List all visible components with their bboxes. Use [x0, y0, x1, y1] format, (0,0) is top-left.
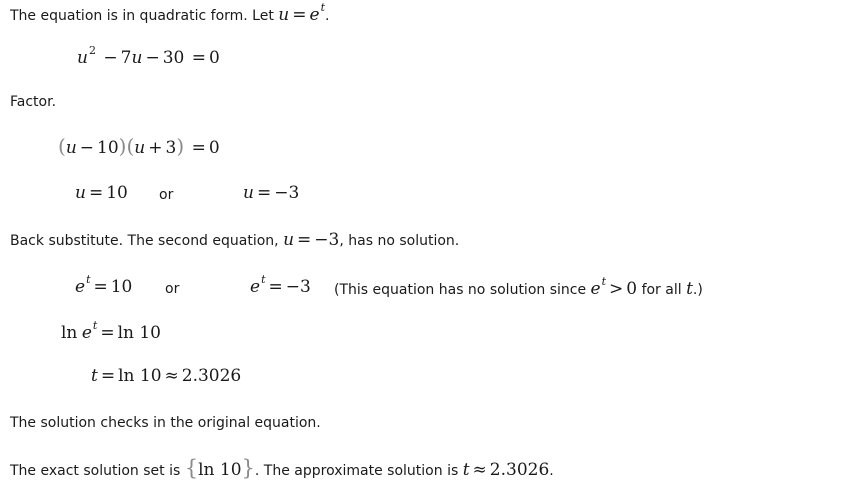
exp-equation-right — [250, 273, 311, 297]
const-3: 3 — [165, 138, 177, 158]
ln-10: ln 10 — [198, 460, 242, 480]
const-10: 10 — [97, 138, 119, 158]
or-label: or — [165, 281, 180, 297]
approx: ≈ — [164, 366, 179, 386]
equals: = — [191, 48, 207, 68]
approx-value: 2.3026 — [489, 460, 550, 480]
const-10: 10 — [110, 277, 133, 297]
equals: = — [191, 138, 206, 158]
equals: = — [100, 323, 115, 343]
var-u: u — [65, 138, 77, 158]
quadratic-equation — [77, 44, 220, 68]
period: . — [549, 463, 554, 479]
u-solutions-right — [243, 183, 299, 203]
var-u: u — [243, 183, 254, 203]
left-paren: ( — [58, 134, 66, 158]
var-t: t — [91, 366, 98, 386]
var-u: u — [77, 48, 88, 68]
zero: 0 — [208, 138, 220, 158]
var-t: t — [462, 460, 470, 480]
final-text: The exact solution set is — [10, 463, 181, 479]
left-paren: ( — [126, 134, 135, 158]
zero: 0 — [209, 48, 220, 68]
approx-value: 2.3026 — [181, 366, 242, 386]
exp-t: t — [601, 275, 607, 288]
var-e: e — [250, 277, 261, 297]
left-brace: { — [184, 456, 199, 480]
exponent-2: 2 — [88, 44, 96, 57]
check-text: The solution checks in the original equation. — [10, 415, 321, 431]
var-e: e — [309, 5, 320, 25]
var-e: e — [81, 323, 92, 343]
note-close: .) — [692, 282, 703, 298]
coef-7: 7 — [120, 48, 132, 68]
const-30: 30 — [162, 48, 185, 68]
plus: + — [148, 138, 163, 158]
no-solution-note — [334, 275, 703, 299]
right-brace: } — [241, 456, 255, 480]
const-neg3: −3 — [274, 183, 300, 203]
equals: = — [292, 5, 307, 25]
const-10: 10 — [106, 183, 128, 203]
right-paren: ) — [118, 134, 127, 158]
greater-than: > — [609, 279, 624, 299]
var-e: e — [75, 277, 86, 297]
ln-equation — [61, 319, 161, 343]
equals: = — [93, 277, 108, 297]
equals: = — [297, 230, 312, 250]
var-e: e — [590, 279, 601, 299]
exp-equation-left — [75, 273, 133, 297]
back-substitute-line — [10, 230, 459, 250]
period: . — [324, 8, 330, 24]
right-paren: ) — [176, 134, 185, 158]
final-solution-line — [10, 456, 554, 480]
note-text: for all — [641, 282, 682, 298]
var-u: u — [131, 48, 143, 68]
back-substitute-text: Back substitute. The second equation, — [10, 233, 279, 249]
approx: ≈ — [472, 460, 487, 480]
no-solution-text: , has no solution. — [339, 233, 460, 249]
minus: − — [145, 48, 160, 68]
ln-10: ln 10 — [117, 323, 161, 343]
equals: = — [268, 277, 283, 297]
or-label: or — [159, 187, 174, 203]
zero: 0 — [626, 279, 638, 299]
factored-equation — [58, 134, 220, 158]
const-neg3: −3 — [285, 277, 311, 297]
intro-line — [10, 1, 330, 25]
exp-t: t — [86, 273, 91, 286]
exp-t: t — [320, 1, 325, 14]
var-u: u — [134, 138, 146, 158]
approx-text: . The approximate solution is — [254, 463, 459, 479]
const-neg3: −3 — [314, 230, 340, 250]
ln-10: ln 10 — [118, 366, 162, 386]
ln: ln — [61, 323, 78, 343]
var-u: u — [283, 230, 295, 250]
factor-label: Factor. — [10, 94, 57, 110]
exp-t: t — [261, 273, 266, 286]
equals: = — [88, 183, 104, 203]
var-u: u — [75, 183, 86, 203]
t-solution — [91, 366, 241, 386]
minus: − — [79, 138, 95, 158]
minus: − — [103, 48, 118, 68]
intro-text: The equation is in quadratic form. Let — [10, 8, 274, 24]
equals: = — [256, 183, 272, 203]
var-u: u — [278, 5, 290, 25]
exp-t: t — [92, 319, 98, 332]
note-text: (This equation has no solution since — [334, 282, 587, 298]
var-t: t — [686, 279, 693, 299]
u-solutions-left — [75, 183, 128, 203]
equals: = — [100, 366, 116, 386]
